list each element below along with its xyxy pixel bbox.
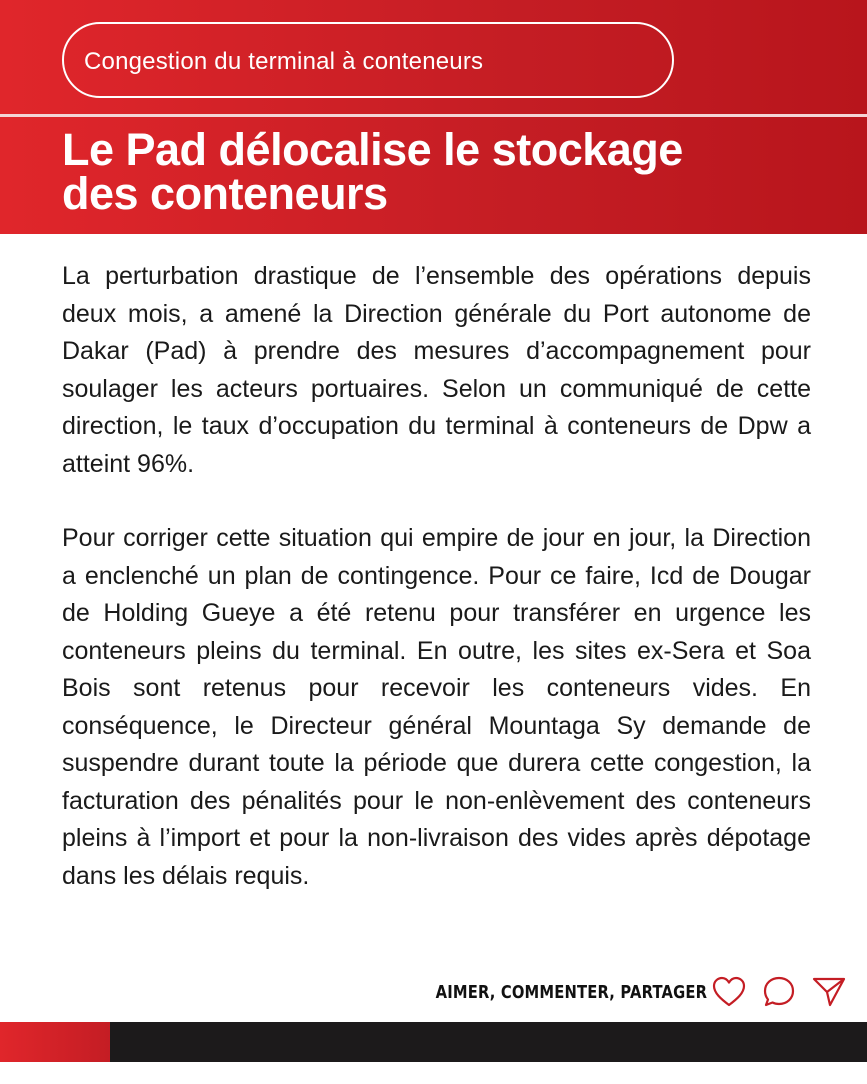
title-line-1: Le Pad délocalise le stockage: [62, 124, 683, 175]
heart-icon[interactable]: [711, 974, 747, 1010]
comment-icon[interactable]: [761, 974, 797, 1010]
footer-bar: [110, 1022, 867, 1062]
title-line-2: des conteneurs: [62, 168, 388, 219]
engagement-bar: [376, 972, 847, 1012]
paragraph-2: Pour corriger cette situation qui empire de jour en jour, la Direction a enclenché un plan de contingence. Pour ce faire, Icd de Dougar de Holding Gueye a été retenu pour transférer en urgence les conteneurs pleins du terminal. En outre, les sites ex-Sera et Soa Bois sont retenus pour recevoir les conteneurs vides. En conséquence, le Directeur général Mountaga Sy demande de suspendre durant toute la période que durera cette congestion, la facturation des pénalités pour le non-enlèvement des conteneurs pleins à l’import et pour la non-livraison des vides après dépotage dans les délais requis.: [62, 524, 811, 890]
category-label: Congestion du terminal à conteneurs: [84, 48, 484, 75]
category-pill: [62, 22, 674, 98]
header-banner: [0, 0, 867, 234]
cta-label: AIMER, COMMENTER, PARTAGER: [435, 981, 707, 1003]
share-icon[interactable]: [811, 974, 847, 1010]
article-body: [62, 258, 811, 895]
footer-bar-accent: [0, 1022, 110, 1062]
header-divider: [0, 114, 867, 117]
paragraph-1: La perturbation drastique de l’ensemble des opérations depuis deux mois, a amené la Direction générale du Port autonome de Dakar (Pad) à prendre des mesures d’accompagnement pour soulager les acteurs portuaires. Selon un communiqué de cette direction, le taux d’occupation du terminal à conteneurs de Dpw a atteint 96%.: [62, 262, 811, 478]
article-title: [62, 124, 842, 219]
